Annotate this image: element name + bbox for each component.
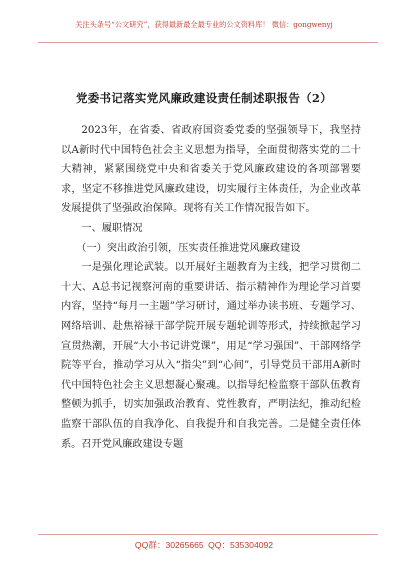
document-body xyxy=(61,121,361,454)
intro-paragraph: 2023年，在省委、省政府国资委党委的坚强领导下，我坚持以A新时代中国特色社会主义思想为指导，全面贯彻落实党的二十大精神，紧紧围绕党中央和省委关于党风廉政建设的各项部署要求，坚定不移推进党风廉政建设，切实履行主体责任，为企业改革发展提供了坚强政治保障。现将有关工作情况报告如下。 xyxy=(61,125,361,215)
footer-contact: QQ群：30265665 QQ：535304092 xyxy=(134,540,274,550)
header-divider xyxy=(38,42,378,43)
document-title: 党委书记落实党风廉政建设责任制述职报告（2） xyxy=(75,91,333,105)
body-paragraph: 一是强化理论武装。以开展好主题教育为主线，把学习贯彻二十大、A总书记视察河南的重要讲话、指示精神作为理论学习首要内容，坚持“每月一主题”学习研讨，通过举办读书班、专题学习、网络培训、赴焦裕禄干部学院开展专题轮训等形式，持续掀起学习宣贯热潮，开展“大小书记讲党课”，用足“学习强国”、干部网络学院等平台，推动学习从入“指尖”到“心间”，引导党员干部用A新时代中国特色社会主义思想凝心聚魂。以指导纪检监察干部队伍教育整顿为抓手，切实加强政治教育、党性教育，严明法纪，推动纪检监察干部队伍的自我净化、自我提升和自我完善。二是健全责任体系。召开党风廉政建设专题 xyxy=(61,262,361,450)
footer-divider xyxy=(38,534,378,535)
subsection-heading: （一）突出政治引领，压实责任推进党风廉政建设 xyxy=(76,242,301,254)
section-heading: 一、履职情况 xyxy=(81,222,143,234)
header-promo-note: 关注头条号“公文研究”，获得最新最全最专业的公文资料库！ 微信：gongwenyj xyxy=(75,20,333,29)
